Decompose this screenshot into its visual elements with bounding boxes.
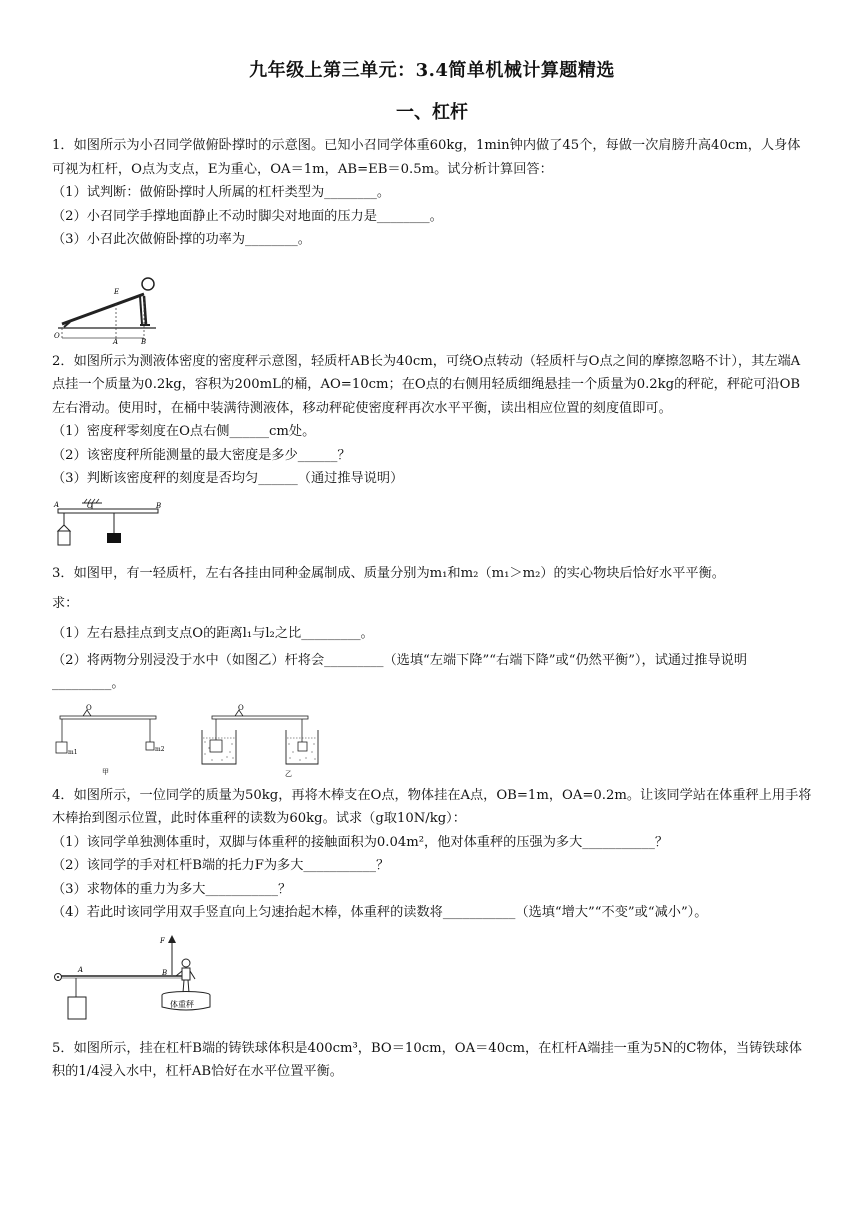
label-a: A	[78, 965, 84, 974]
label-yi: 乙	[285, 769, 292, 778]
question-4	[52, 784, 812, 1031]
label-o: O	[87, 501, 93, 510]
question-2-part-3: （3）判断该密度秤的刻度是否均匀______（通过推导说明）	[52, 471, 404, 486]
density-scale-figure	[52, 497, 812, 553]
label-jia: 甲	[102, 767, 109, 776]
label-b: B	[141, 337, 147, 344]
question-2-part-1: （1）密度秤零刻度在O点右侧______cm处。	[52, 424, 316, 439]
question-2	[52, 350, 812, 553]
question-2-stem: 2．如图所示为测液体密度的密度秤示意图，轻质杆AB长为40cm，可绕O点转动（轻质杆与O点之间的摩擦忽略不计），其左端A点挂一个质量为0.2kg，容积为200mL的桶，AO=10cm；在O点的右侧用轻质细绳悬挂一个质量为0.2kg的秤砣，秤砣可沿OB左右滑动。使用时，在桶中装满待测液体，移动秤砣使密度秤再次水平平衡，读出相应位置的刻度值即可。	[52, 353, 801, 416]
question-4-part-2: （2）该同学的手对杠杆B端的托力F为多大___________？	[52, 858, 390, 873]
label-o-jia: O	[86, 703, 92, 712]
question-4-part-4: （4）若此时该同学用双手竖直向上匀速抬起木棒，体重秤的读数将___________（选填“增大”“不变”或“减小”）。	[52, 905, 708, 920]
question-3-stem: 3．如图甲，有一轻质杆，左右各挂由同种金属制成、质量分别为m₁和m₂（m₁＞m₂）的实心物块后恰好水平平衡。	[52, 565, 725, 581]
label-m1: m1	[68, 748, 78, 756]
label-a: A	[113, 337, 119, 344]
question-1-part-2: （2）小召同学手撑地面静止不动时脚尖对地面的压力是________。	[52, 208, 443, 224]
question-1-stem: 1．如图所示为小召同学做俯卧撑时的示意图。已知小召同学体重60kg，1min钟内做了45个，每做一次肩膀升高40cm，人身体可视为杠杆，O点为支点，E为重心，OA＝1m，AB=EB＝0.5m。试分析计算回答：	[52, 138, 801, 177]
label-f: F	[160, 936, 165, 945]
worksheet-page	[52, 56, 812, 1084]
question-3-ask: 求：	[52, 595, 79, 611]
question-4-part-3: （3）求物体的重力为多大___________？	[52, 881, 292, 897]
lever-balance-figure	[52, 702, 812, 778]
body-scale-lever-figure	[52, 931, 812, 1031]
question-3-part-1: （1）左右悬挂点到支点O的距离l₁与l₂之比_________。	[52, 625, 374, 641]
question-3	[52, 559, 812, 778]
question-1-part-1: （1）试判断：做俯卧撑时人所属的杠杆类型为________。	[52, 185, 391, 200]
label-b: B	[156, 501, 162, 510]
question-4-stem: 4．如图所示，一位同学的质量为50kg，再将木棒支在O点，物体挂在A点，OB=1m，OA=0.2m。让该同学站在体重秤上用手将木棒抬到图示位置，此时体重秤的读数为60kg。试求（g取10N/kg）：	[52, 787, 812, 826]
question-4-part-1: （1）该同学单独测体重时，双脚与体重秤的接触面积为0.04m²，他对体重秤的压强为多大___________？	[52, 834, 669, 850]
question-2-part-2: （2）该密度秤所能测量的最大密度是多少______？	[52, 447, 351, 463]
label-body-scale: 体重秤	[170, 999, 194, 1009]
question-3-part-2: （2）将两物分别浸没于水中（如图乙）杆将会_________（选填“左端下降”“右端下降”或“仍然平衡”），试通过推导说明_________。	[52, 652, 748, 691]
question-1	[52, 134, 812, 344]
label-b: B	[162, 968, 168, 977]
label-o-yi: O	[238, 703, 244, 712]
page-title: 九年级上第三单元：3.4简单机械计算题精选	[249, 60, 615, 81]
label-m2: m2	[155, 745, 165, 753]
question-5-stem: 5．如图所示，挂在杠杆B端的铸铁球体积是400cm³，BO＝10cm，OA＝40cm，在杠杆A端挂一重为5N的C物体，当铸铁球体积的1/4浸入水中，杠杆AB恰好在水平位置平衡。	[52, 1040, 802, 1079]
section-heading: 一、杠杆	[396, 102, 468, 123]
question-1-part-3: （3）小召此次做俯卧撑的功率为________。	[52, 232, 311, 247]
question-5	[52, 1037, 812, 1084]
pushup-figure	[52, 258, 812, 344]
label-a: A	[54, 500, 60, 509]
label-o: O	[54, 331, 60, 340]
label-e: E	[114, 287, 120, 296]
